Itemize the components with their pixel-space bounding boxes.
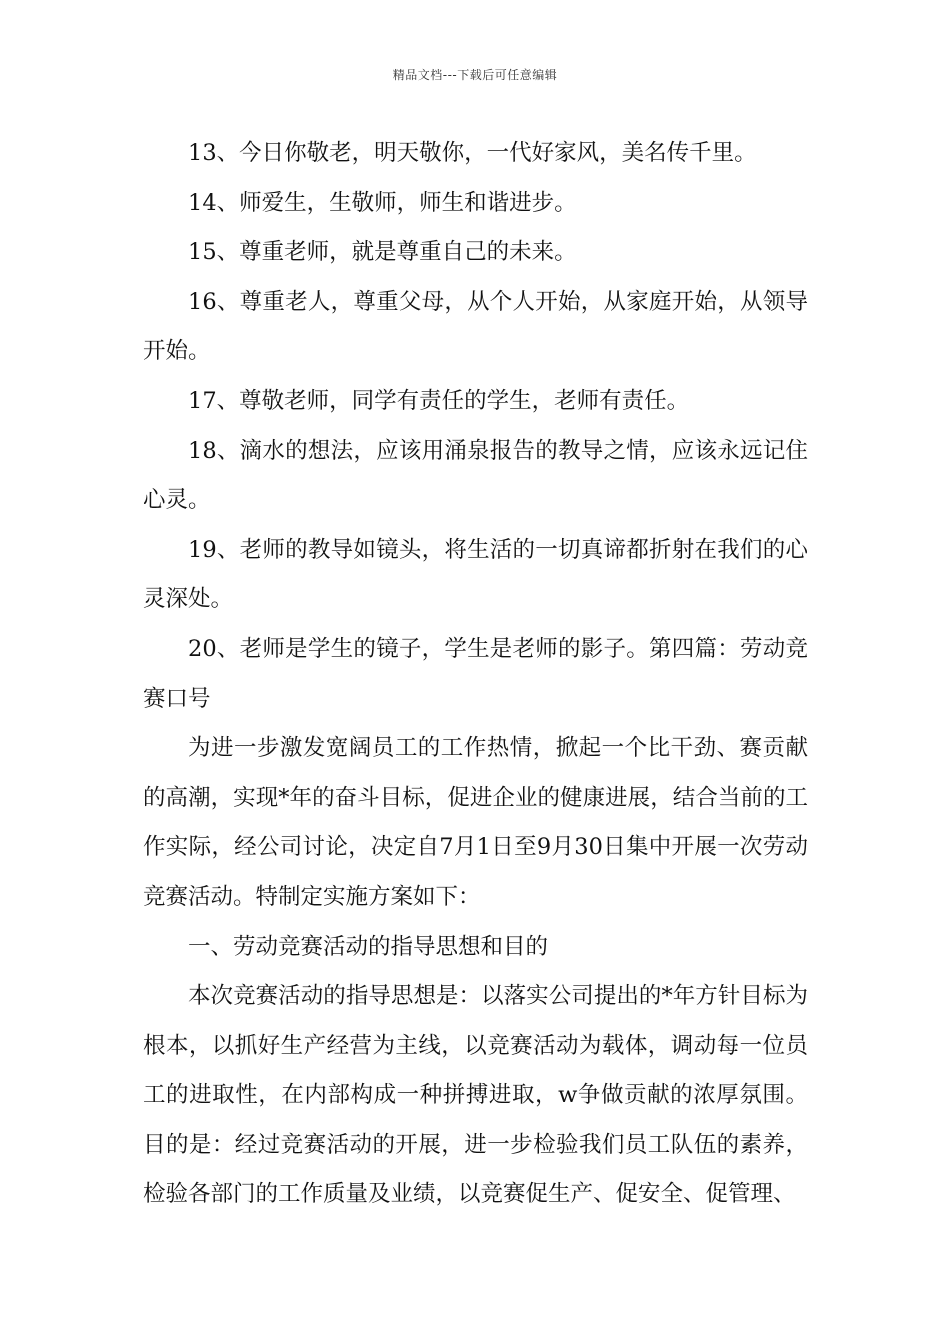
paragraph-18: 18、滴水的想法，应该用涌泉报告的教导之情，应该永远记住心灵。 [143,437,808,514]
section-heading-1: 一、劳动竞赛活动的指导思想和目的 [188,933,549,960]
paragraph-14: 14、师爱生，生敬师，师生和谐进步。 [188,189,577,216]
paragraph-15: 15、尊重老师，就是尊重自己的未来。 [188,239,577,266]
document-body [143,129,808,1220]
paragraph-17: 17、尊敬老师，同学有责任的学生，老师有责任。 [188,387,690,414]
paragraph-13: 13、今日你敬老，明天敬你，一代好家风，美名传千里。 [188,140,757,166]
paragraph-16: 16、尊重老人，尊重父母，从个人开始，从家庭开始，从领导开始。 [143,288,808,365]
paragraph-intro: 为进一步激发宽阔员工的工作热情，掀起一个比干劲、赛贡献的高潮，实现*年的奋斗目标，促进企业的健康进展，结合当前的工作实际，经公司讨论，决定自7月1日至9月30日集中开展一次劳动竞赛活动。特制定实施方案如下： [143,735,808,910]
paragraph-19: 19、老师的教导如镜头，将生活的一切真谛都折射在我们的心灵深处。 [143,536,808,613]
paragraph-20: 20、老师是学生的镜子，学生是老师的影子。第四篇：劳动竞赛口号 [143,635,808,712]
page-header: 精品文档---下载后可任意编辑 [392,68,558,82]
paragraph-guiding-thought: 本次竞赛活动的指导思想是：以落实公司提出的*年方针目标为根本，以抓好生产经营为主线，以竞赛活动为载体，调动每一位员工的进取性，在内部构成一种拼搏进取，w争做贡献的浓厚氛围。目的是：经过竞赛活动的开展，进一步检验我们员工队伍的素养，检验各部门的工作质量及业绩，以竞赛促生产、促安全、促管理、 [143,983,808,1208]
